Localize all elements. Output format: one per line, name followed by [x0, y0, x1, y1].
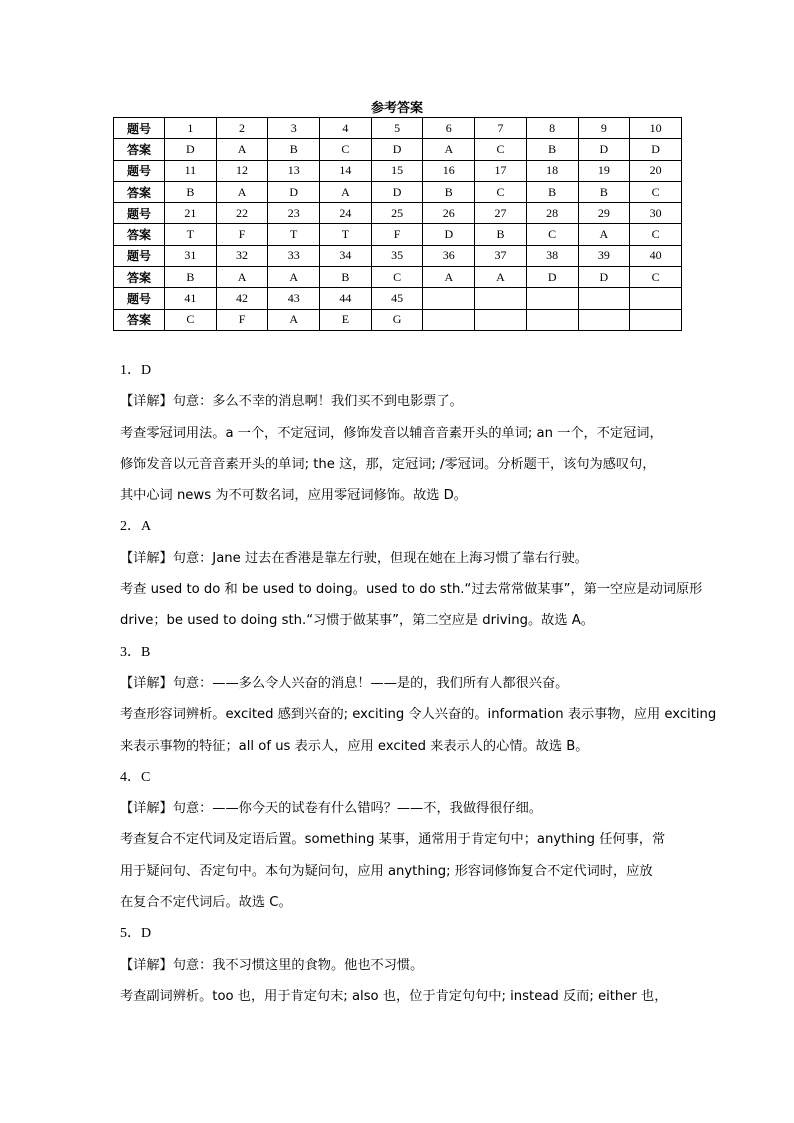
answer-cell: D: [371, 139, 423, 160]
question-number-cell: 35: [371, 245, 423, 266]
answer-cell: E: [320, 309, 372, 330]
question-number-cell: 34: [320, 245, 372, 266]
answer-cell: C: [165, 309, 217, 330]
question-number-cell: 17: [475, 160, 527, 181]
page-title: 参考答案: [370, 101, 423, 116]
answer-cell: F: [371, 224, 423, 245]
answer-cell: C: [630, 267, 682, 288]
answer-cell: A: [268, 267, 320, 288]
answer-cell: A: [578, 224, 630, 245]
question-number-cell: 8: [526, 118, 578, 139]
answer-cell: A: [475, 267, 527, 288]
answer-cell: F: [216, 309, 268, 330]
answer-cell: C: [475, 181, 527, 202]
answer-cell: T: [165, 224, 217, 245]
question-number-cell: 19: [578, 160, 630, 181]
answer-cell: F: [216, 224, 268, 245]
answer-cell: [475, 309, 527, 330]
row-header: 答案: [114, 139, 165, 160]
answer-cell: A: [423, 139, 475, 160]
question-answer-heading: 1．D: [120, 363, 152, 378]
question-number-cell: 2: [216, 118, 268, 139]
question-number-cell: 42: [216, 288, 268, 309]
answer-cell: A: [216, 267, 268, 288]
answer-cell: B: [268, 139, 320, 160]
answer-cell: C: [526, 224, 578, 245]
row-header: 题号: [114, 160, 165, 181]
question-number-cell: 15: [371, 160, 423, 181]
question-answer-heading: 2．A: [120, 519, 152, 535]
question-number-cell: [423, 288, 475, 309]
question-number-cell: 18: [526, 160, 578, 181]
answer-cell: D: [578, 139, 630, 160]
question-number-cell: 21: [165, 203, 217, 224]
answer-cell: D: [423, 224, 475, 245]
question-number-cell: 31: [165, 245, 217, 266]
row-header: 题号: [114, 118, 165, 139]
question-number-cell: 24: [320, 203, 372, 224]
question-number-cell: 45: [371, 288, 423, 309]
answer-cell: D: [371, 181, 423, 202]
question-number-cell: 36: [423, 245, 475, 266]
question-number-cell: 5: [371, 118, 423, 139]
question-number-cell: 3: [268, 118, 320, 139]
answer-cell: A: [216, 181, 268, 202]
explanation-line: 考查形容词辨析。excited 感到兴奋的; exciting 令人兴奋的。information 表示事物，应用 exciting: [120, 707, 717, 723]
question-answer-heading: 5．D: [120, 926, 152, 942]
answer-cell: C: [475, 139, 527, 160]
question-number-cell: 12: [216, 160, 268, 181]
question-number-cell: 22: [216, 203, 268, 224]
answer-cell: A: [423, 267, 475, 288]
answer-cell: C: [630, 181, 682, 202]
question-number-cell: 39: [578, 245, 630, 266]
explanation-line: 修饰发音以元音音素开头的单词; the 这，那，定冠词; /零冠词。分析题干，该句为感叹句，: [120, 456, 656, 472]
question-number-cell: 11: [165, 160, 217, 181]
question-number-row: [114, 203, 682, 224]
answer-cell: T: [268, 224, 320, 245]
answer-cell: A: [216, 139, 268, 160]
question-number-cell: 16: [423, 160, 475, 181]
row-header: 答案: [114, 309, 165, 330]
explanation-line: 考查复合不定代词及定语后置。something 某事，通常用于肯定句中；anything 任何事，常: [120, 832, 666, 848]
question-number-cell: 32: [216, 245, 268, 266]
answer-cell: [526, 309, 578, 330]
question-number-cell: 30: [630, 203, 682, 224]
question-number-cell: 41: [165, 288, 217, 309]
row-header: 答案: [114, 267, 165, 288]
answer-cell: B: [320, 267, 372, 288]
question-answer-heading: 3．B: [120, 644, 151, 660]
explanation-line: 来表示事物的特征；all of us 表示人，应用 excited 来表示人的心情。故选 B。: [120, 738, 589, 754]
row-header: 答案: [114, 181, 165, 202]
explanation-line: 【详解】句意：Jane 过去在香港是靠左行驶，但现在她在上海习惯了靠右行驶。: [120, 550, 588, 566]
question-number-cell: 44: [320, 288, 372, 309]
answer-cell: B: [578, 181, 630, 202]
answer-cell: D: [630, 139, 682, 160]
explanation-line: 在复合不定代词后。故选 C。: [120, 895, 292, 911]
answer-cell: [578, 309, 630, 330]
question-number-cell: 38: [526, 245, 578, 266]
explanation-line: 考查零冠词用法。a 一个，不定冠词，修饰发音以辅音音素开头的单词; an 一个，不定冠词，: [120, 425, 663, 441]
answer-row: [114, 267, 682, 288]
question-number-cell: 27: [475, 203, 527, 224]
question-number-cell: [578, 288, 630, 309]
answer-cell: [423, 309, 475, 330]
explanation-line: 【详解】句意：我不习惯这里的食物。他也不习惯。: [120, 957, 424, 973]
explanation-line: 其中心词 news 为不可数名词，应用零冠词修饰。故选 D。: [120, 488, 467, 504]
question-number-row: [114, 160, 682, 181]
answer-cell: C: [320, 139, 372, 160]
question-number-cell: 20: [630, 160, 682, 181]
question-number-cell: 1: [165, 118, 217, 139]
question-number-cell: 26: [423, 203, 475, 224]
answer-row: [114, 309, 682, 330]
answer-cell: [630, 309, 682, 330]
explanation-line: 【详解】句意：——你今天的试卷有什么错吗？——不，我做得很仔细。: [120, 801, 542, 817]
question-number-cell: [475, 288, 527, 309]
explanation-line: drive；be used to doing sth.“习惯于做某事”，第二空应是 driving。故选 A。: [120, 613, 594, 629]
row-header: 答案: [114, 224, 165, 245]
answer-cell: B: [526, 139, 578, 160]
question-number-cell: 43: [268, 288, 320, 309]
answer-cell: T: [320, 224, 372, 245]
question-number-cell: 9: [578, 118, 630, 139]
question-number-cell: 6: [423, 118, 475, 139]
row-header: 题号: [114, 245, 165, 266]
explanation-line: 考查副词辨析。too 也，用于肯定句末; also 也，位于肯定句句中; instead 反而; either 也，: [120, 988, 668, 1004]
question-number-cell: 37: [475, 245, 527, 266]
question-number-cell: 13: [268, 160, 320, 181]
question-number-row: [114, 118, 682, 139]
answer-cell: D: [578, 267, 630, 288]
answer-cell: C: [630, 224, 682, 245]
answer-table: [113, 117, 682, 331]
answer-cell: B: [165, 267, 217, 288]
explanations-section: [120, 355, 717, 1012]
explanation-line: 【详解】句意：多么不幸的消息啊！我们买不到电影票了。: [120, 394, 463, 410]
explanation-line: 【详解】句意：——多么令人兴奋的消息！——是的，我们所有人都很兴奋。: [120, 675, 569, 691]
question-number-cell: 25: [371, 203, 423, 224]
question-number-cell: [526, 288, 578, 309]
question-number-cell: 10: [630, 118, 682, 139]
answer-cell: D: [526, 267, 578, 288]
answer-cell: C: [371, 267, 423, 288]
answer-cell: D: [165, 139, 217, 160]
answer-cell: G: [371, 309, 423, 330]
question-number-cell: 7: [475, 118, 527, 139]
question-number-cell: 28: [526, 203, 578, 224]
question-number-cell: [630, 288, 682, 309]
question-number-cell: 14: [320, 160, 372, 181]
answer-row: [114, 181, 682, 202]
answer-cell: A: [268, 309, 320, 330]
explanation-line: 用于疑问句、否定句中。本句为疑问句，应用 anything; 形容词修饰复合不定代词时，应放: [120, 863, 653, 879]
row-header: 题号: [114, 288, 165, 309]
question-number-row: [114, 288, 682, 309]
row-header: 题号: [114, 203, 165, 224]
answer-cell: B: [475, 224, 527, 245]
question-number-row: [114, 245, 682, 266]
answer-cell: B: [165, 181, 217, 202]
question-answer-heading: 4．C: [120, 769, 151, 785]
question-number-cell: 23: [268, 203, 320, 224]
answer-cell: D: [268, 181, 320, 202]
answer-cell: A: [320, 181, 372, 202]
answer-cell: B: [526, 181, 578, 202]
question-number-cell: 40: [630, 245, 682, 266]
explanation-line: 考查 used to do 和 be used to doing。used to do sth.“过去常常做某事”，第一空应是动词原形: [120, 582, 703, 598]
question-number-cell: 29: [578, 203, 630, 224]
answer-cell: B: [423, 181, 475, 202]
question-number-cell: 33: [268, 245, 320, 266]
question-number-cell: 4: [320, 118, 372, 139]
answer-row: [114, 224, 682, 245]
answer-row: [114, 139, 682, 160]
